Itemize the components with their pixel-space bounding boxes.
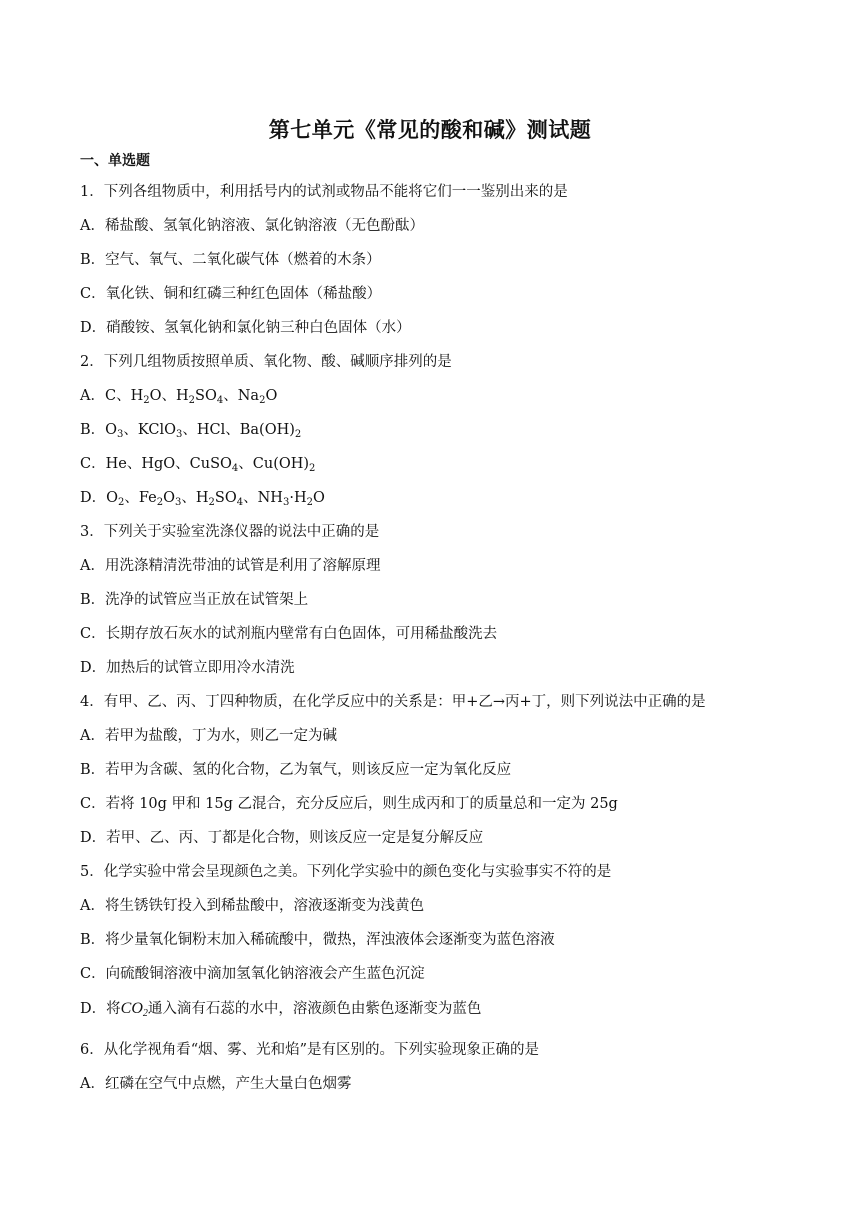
question-2-option-a: A．C、$H_2O$、$H_2SO_4$、$Na_2O$ [80, 388, 278, 406]
question-3-option-b: B．洗净的试管应当正放在试管架上 [80, 592, 309, 608]
question-3-option-a: A．用洗涤精清洗带油的试管是利用了溶解原理 [80, 558, 381, 574]
question-5-option-b: B．将少量氧化铜粉末加入稀硫酸中，微热，浑浊液体会逐渐变为蓝色溶液 [80, 932, 555, 948]
question-4-option-a: A．若甲为盐酸，丁为水，则乙一定为碱 [80, 728, 337, 744]
section-heading: 一、单选题 [80, 153, 150, 169]
question-5-option-c: C．向硫酸铜溶液中滴加氢氧化钠溶液会产生蓝色沉淀 [80, 966, 425, 982]
question-4-option-c: C．若将 10g 甲和 15g 乙混合，充分反应后，则生成丙和丁的质量总和一定为 25g [80, 796, 618, 812]
question-1-option-a: A．稀盐酸、氢氧化钠溶液、氯化钠溶液（无色酚酞） [80, 218, 424, 234]
question-3-option-c: C．长期存放石灰水的试剂瓶内壁常有白色固体，可用稀盐酸洗去 [80, 626, 498, 642]
question-5-option-a: A．将生锈铁钉投入到稀盐酸中，溶液逐渐变为浅黄色 [80, 898, 424, 914]
question-3-option-d: D．加热后的试管立即用冷水清洗 [80, 660, 295, 676]
question-2-option-b: B．$O_3$、KClO$_3$、HCl、$Ba(OH)_2$ [80, 422, 302, 440]
question-4-option-b: B．若甲为含碳、氢的化合物，乙为氧气，则该反应一定为氧化反应 [80, 762, 512, 778]
question-2-option-d: D．$O_2$、$Fe_2O_3$、$H_2SO_4$、$NH_3\cdot H_2O$ [80, 490, 325, 508]
question-6-option-a: A．红磷在空气中点燃，产生大量白色烟雾 [80, 1076, 352, 1092]
question-4-stem: 4．有甲、乙、丙、丁四种物质，在化学反应中的关系是：甲+乙→丙+丁，则下列说法中正确的是 [80, 694, 706, 710]
question-1-stem: 1．下列各组物质中，利用括号内的试剂或物品不能将它们一一鉴别出来的是 [80, 184, 568, 200]
question-1-option-d: D．硝酸铵、氢氧化钠和氯化钠三种白色固体（水） [80, 320, 411, 336]
question-2-stem: 2．下列几组物质按照单质、氧化物、酸、碱顺序排列的是 [80, 354, 452, 370]
question-1-option-b: B．空气、氧气、二氧化碳气体（燃着的木条） [80, 252, 381, 268]
question-5-option-d: D．将$CO_2$通入滴有石蕊的水中，溶液颜色由紫色逐渐变为蓝色 [80, 1000, 482, 1019]
question-2-option-c: C．He、HgO、CuSO$_4$、$Cu(OH)_2$ [80, 456, 316, 474]
question-3-stem: 3．下列关于实验室洗涤仪器的说法中正确的是 [80, 524, 380, 540]
question-6-stem: 6．从化学视角看“烟、雾、光和焰”是有区别的。下列实验现象正确的是 [80, 1042, 540, 1058]
question-5-stem: 5．化学实验中常会呈现颜色之美。下列化学实验中的颜色变化与实验事实不符的是 [80, 864, 612, 880]
question-1-option-c: C．氧化铁、铜和红磷三种红色固体（稀盐酸） [80, 286, 382, 302]
question-4-option-d: D．若甲、乙、丙、丁都是化合物，则该反应一定是复分解反应 [80, 830, 484, 846]
document-title: 第七单元《常见的酸和碱》测试题 [268, 118, 592, 142]
